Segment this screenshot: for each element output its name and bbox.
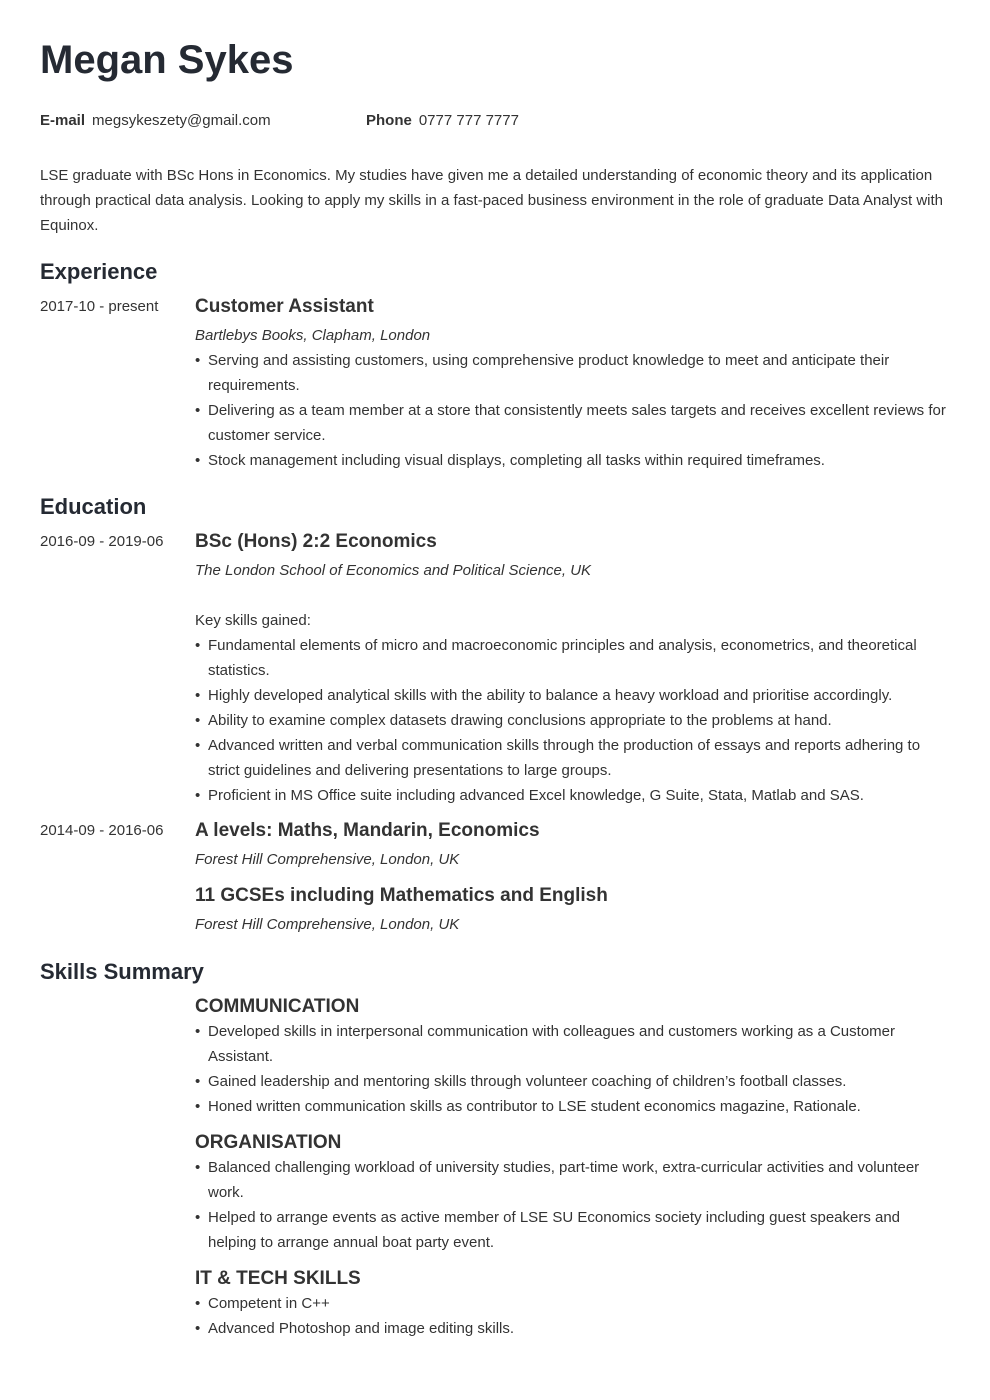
list-item: • Honed written communication skills as contributor to LSE student economics magazine, Rationale.	[195, 1094, 950, 1119]
candidate-name: Megan Sykes	[40, 38, 294, 82]
list-item: • Advanced Photoshop and image editing skills.	[195, 1316, 950, 1341]
degree-title: BSc (Hons) 2:2 Economics	[195, 531, 437, 552]
skill-group-title: IT & TECH SKILLS	[195, 1268, 361, 1289]
list-item: • Highly developed analytical skills with the ability to balance a heavy workload and prioritise accordingly.	[195, 683, 950, 708]
skill-group-bullets	[195, 1019, 950, 1119]
education-bullets	[195, 633, 950, 808]
experience-body	[195, 294, 950, 473]
email-value[interactable]: megsykeszety@gmail.com	[92, 112, 271, 129]
skill-group-title: ORGANISATION	[195, 1132, 342, 1153]
school-name: Forest Hill Comprehensive, London, UK	[195, 916, 460, 933]
experience-section-title: Experience	[40, 259, 158, 284]
skill-group-title: COMMUNICATION	[195, 996, 360, 1017]
list-item: • Ability to examine complex datasets drawing conclusions appropriate to the problems at hand.	[195, 708, 950, 733]
education-section-title: Education	[40, 494, 147, 519]
list-item: • Balanced challenging workload of university studies, part-time work, extra-curricular activities and volunteer work.	[195, 1155, 950, 1205]
experience-bullets	[195, 348, 950, 473]
education-date: 2016-09 - 2019-06	[40, 533, 164, 550]
list-item: • Fundamental elements of micro and macroeconomic principles and analysis, econometrics, and theoretical statistics.	[195, 633, 950, 683]
skill-group-bullets	[195, 1291, 950, 1341]
phone-label: Phone	[366, 112, 412, 129]
school-name: Forest Hill Comprehensive, London, UK	[195, 851, 460, 868]
education-date: 2014-09 - 2016-06	[40, 822, 164, 839]
list-item: • Gained leadership and mentoring skills through volunteer coaching of children’s football classes.	[195, 1069, 950, 1094]
contact-row	[40, 108, 950, 133]
experience-date: 2017-10 - present	[40, 298, 159, 315]
list-item: • Serving and assisting customers, using comprehensive product knowledge to meet and anticipate their requirements.	[195, 348, 950, 398]
list-item: • Stock management including visual displays, completing all tasks within required timeframes.	[195, 448, 950, 473]
degree-title: 11 GCSEs including Mathematics and English	[195, 885, 608, 906]
list-item: • Developed skills in interpersonal communication with colleagues and customers working as a Customer Assistant.	[195, 1019, 950, 1069]
education-entry	[40, 818, 950, 937]
education-body	[195, 818, 950, 937]
email-contact	[40, 108, 366, 133]
education-entry	[40, 529, 950, 808]
list-item: • Proficient in MS Office suite including advanced Excel knowledge, G Suite, Stata, Matlab and SAS.	[195, 783, 950, 808]
skills-summary	[195, 994, 950, 1341]
list-item: • Helped to arrange events as active member of LSE SU Economics society including guest speakers and helping to arrange annual boat party event.	[195, 1205, 950, 1255]
school-name: The London School of Economics and Political Science, UK	[195, 562, 592, 579]
experience-entry	[40, 294, 950, 473]
phone-contact	[366, 108, 519, 133]
key-skills-label: Key skills gained:	[195, 612, 311, 629]
skills-section-title: Skills Summary	[40, 959, 204, 984]
list-item: • Delivering as a team member at a store that consistently meets sales targets and receives excellent reviews for customer service.	[195, 398, 950, 448]
degree-title: A levels: Maths, Mandarin, Economics	[195, 820, 540, 841]
email-label: E-mail	[40, 112, 86, 129]
phone-value[interactable]: 0777 777 7777	[418, 112, 519, 129]
skill-group-bullets	[195, 1155, 950, 1255]
list-item: • Competent in C++	[195, 1291, 950, 1316]
list-item: • Advanced written and verbal communication skills through the production of essays and reports adhering to strict guidelines and delivering presentations to large groups.	[195, 733, 950, 783]
profile-summary: LSE graduate with BSc Hons in Economics. My studies have given me a detailed understanding of economic theory and its application through practical data analysis. Looking to apply my skills in a fast-paced business environment in the role of graduate Data Analyst with Equinox.	[40, 167, 943, 234]
job-title: Customer Assistant	[195, 296, 374, 317]
employer: Bartlebys Books, Clapham, London	[195, 327, 431, 344]
education-body	[195, 529, 950, 808]
